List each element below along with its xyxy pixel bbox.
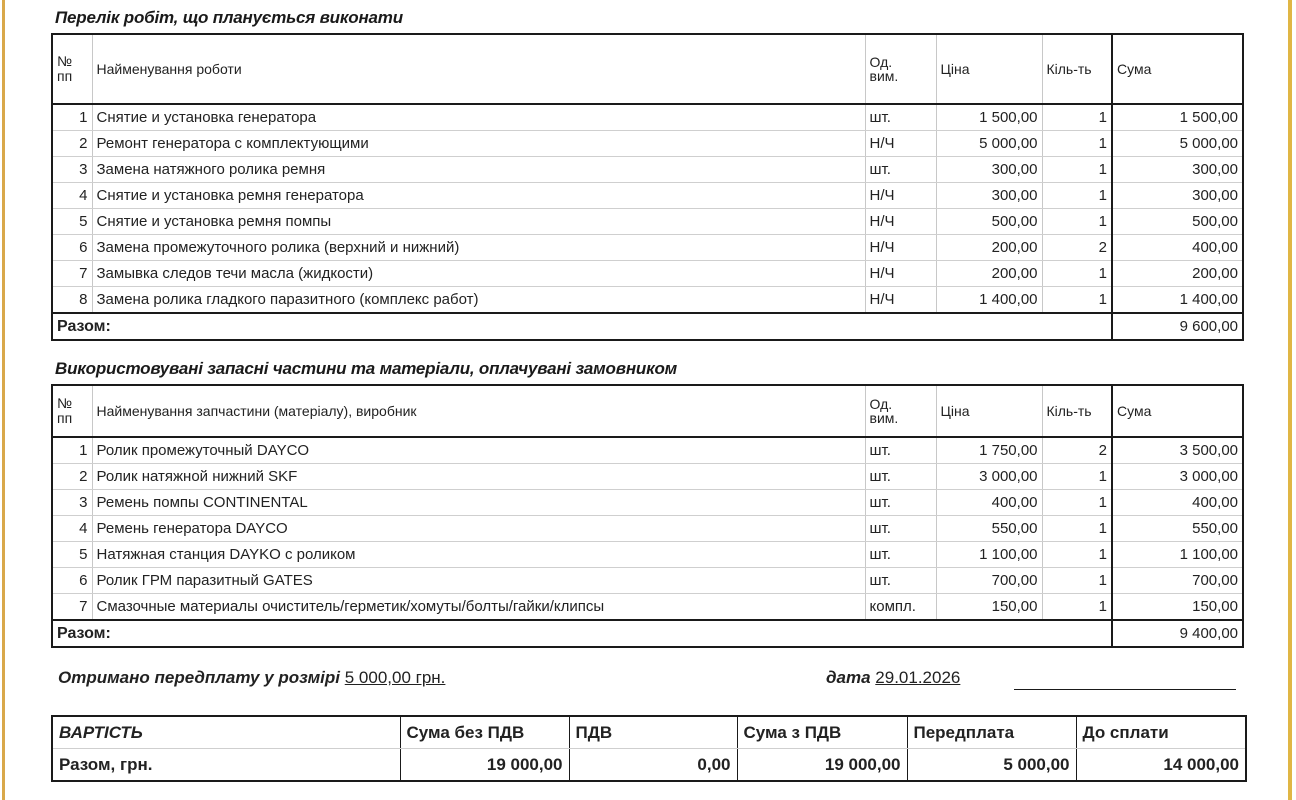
- row-qty: 1: [1042, 131, 1112, 157]
- col-header-sum: Сума: [1112, 34, 1243, 104]
- col-header-name: Найменування запчастини (матеріалу), виробник: [92, 385, 865, 437]
- row-sum: 150,00: [1112, 594, 1243, 621]
- row-price: 700,00: [936, 568, 1042, 594]
- summary-header-vat: ПДВ: [569, 716, 737, 749]
- row-unit: Н/Ч: [865, 183, 936, 209]
- prepayment-line: [58, 668, 445, 688]
- row-no: 2: [52, 464, 92, 490]
- signature-line: [1014, 689, 1236, 690]
- row-sum: 550,00: [1112, 516, 1243, 542]
- col-header-no: № пп: [52, 34, 92, 104]
- summary-sum-no-vat: 19 000,00: [400, 749, 569, 782]
- row-unit: шт.: [865, 464, 936, 490]
- summary-header-sum-with-vat: Сума з ПДВ: [737, 716, 907, 749]
- parts-total-row: [52, 620, 1243, 647]
- col-header-no: № пп: [52, 385, 92, 437]
- row-sum: 3 000,00: [1112, 464, 1243, 490]
- works-total-row: [52, 313, 1243, 340]
- row-qty: 2: [1042, 437, 1112, 464]
- row-price: 550,00: [936, 516, 1042, 542]
- row-name: Ремонт генератора с комплектующими: [92, 131, 865, 157]
- page-frame-left: [2, 0, 5, 800]
- row-name: Ролик натяжной нижний SKF: [92, 464, 865, 490]
- row-sum: 300,00: [1112, 157, 1243, 183]
- row-sum: 300,00: [1112, 183, 1243, 209]
- row-unit: шт.: [865, 542, 936, 568]
- row-qty: 1: [1042, 287, 1112, 314]
- row-no: 4: [52, 516, 92, 542]
- row-no: 3: [52, 490, 92, 516]
- row-qty: 1: [1042, 542, 1112, 568]
- row-qty: 1: [1042, 104, 1112, 131]
- row-qty: 1: [1042, 594, 1112, 621]
- row-sum: 400,00: [1112, 490, 1243, 516]
- row-no: 1: [52, 104, 92, 131]
- summary-values-row: [52, 749, 1246, 782]
- row-unit: шт.: [865, 104, 936, 131]
- table-row: [52, 464, 1243, 490]
- row-no: 5: [52, 209, 92, 235]
- row-name: Снятие и установка генератора: [92, 104, 865, 131]
- col-header-price: Ціна: [936, 34, 1042, 104]
- date-value: 29.01.2026: [875, 668, 961, 687]
- row-price: 1 750,00: [936, 437, 1042, 464]
- row-no: 2: [52, 131, 92, 157]
- row-unit: Н/Ч: [865, 235, 936, 261]
- row-qty: 1: [1042, 568, 1112, 594]
- row-price: 1 400,00: [936, 287, 1042, 314]
- row-sum: 1 100,00: [1112, 542, 1243, 568]
- row-qty: 1: [1042, 516, 1112, 542]
- col-header-qty: Кіль-ть: [1042, 34, 1112, 104]
- row-qty: 1: [1042, 183, 1112, 209]
- row-price: 500,00: [936, 209, 1042, 235]
- col-header-unit: Од. вим.: [865, 34, 936, 104]
- summary-sum-with-vat: 19 000,00: [737, 749, 907, 782]
- table-row: [52, 516, 1243, 542]
- row-sum: 1 500,00: [1112, 104, 1243, 131]
- row-unit: шт.: [865, 516, 936, 542]
- page-frame-right: [1288, 0, 1292, 800]
- row-sum: 1 400,00: [1112, 287, 1243, 314]
- table-row: [52, 209, 1243, 235]
- summary-row-label: Разом, грн.: [59, 754, 153, 774]
- row-qty: 1: [1042, 464, 1112, 490]
- col-header-unit: Од. вим.: [865, 385, 936, 437]
- summary-header-row: [52, 716, 1246, 749]
- row-no: 4: [52, 183, 92, 209]
- row-qty: 1: [1042, 261, 1112, 287]
- row-unit: Н/Ч: [865, 131, 936, 157]
- row-sum: 500,00: [1112, 209, 1243, 235]
- row-name: Ролик промежуточный DAYCO: [92, 437, 865, 464]
- row-name: Снятие и установка ремня генератора: [92, 183, 865, 209]
- row-no: 7: [52, 594, 92, 621]
- works-total-label: Разом:: [52, 313, 1112, 340]
- col-header-price: Ціна: [936, 385, 1042, 437]
- row-unit: шт.: [865, 157, 936, 183]
- summary-prepayment: 5 000,00: [907, 749, 1076, 782]
- table-row: [52, 437, 1243, 464]
- row-price: 150,00: [936, 594, 1042, 621]
- row-no: 8: [52, 287, 92, 314]
- row-price: 200,00: [936, 235, 1042, 261]
- row-price: 200,00: [936, 261, 1042, 287]
- row-qty: 1: [1042, 490, 1112, 516]
- row-unit: Н/Ч: [865, 287, 936, 314]
- col-header-qty: Кіль-ть: [1042, 385, 1112, 437]
- date-line: [826, 668, 960, 688]
- parts-table: [51, 384, 1244, 648]
- works-section-title: Перелік робіт, що планується виконати: [55, 8, 403, 27]
- row-name: Замена ролика гладкого паразитного (комплекс работ): [92, 287, 865, 314]
- row-unit: шт.: [865, 490, 936, 516]
- summary-table: [51, 715, 1247, 782]
- row-name: Ремень генератора DAYCO: [92, 516, 865, 542]
- table-row: [52, 542, 1243, 568]
- table-row: [52, 131, 1243, 157]
- row-no: 7: [52, 261, 92, 287]
- row-name: Смазочные материалы очиститель/герметик/хомуты/болты/гайки/клипсы: [92, 594, 865, 621]
- summary-header-prepayment: Передплата: [907, 716, 1076, 749]
- prepayment-label: Отримано передплату у розмірі: [58, 668, 340, 687]
- row-no: 5: [52, 542, 92, 568]
- parts-table-header: [52, 385, 1243, 437]
- row-sum: 3 500,00: [1112, 437, 1243, 464]
- date-label: дата: [826, 668, 871, 687]
- table-row: [52, 157, 1243, 183]
- row-price: 3 000,00: [936, 464, 1042, 490]
- row-sum: 700,00: [1112, 568, 1243, 594]
- summary-vat: 0,00: [569, 749, 737, 782]
- row-sum: 400,00: [1112, 235, 1243, 261]
- row-no: 6: [52, 235, 92, 261]
- summary-to-pay: 14 000,00: [1076, 749, 1246, 782]
- row-price: 400,00: [936, 490, 1042, 516]
- row-name: Ремень помпы CONTINENTAL: [92, 490, 865, 516]
- row-unit: шт.: [865, 437, 936, 464]
- row-qty: 2: [1042, 235, 1112, 261]
- row-price: 1 500,00: [936, 104, 1042, 131]
- works-total-value: 9 600,00: [1112, 313, 1243, 340]
- table-row: [52, 261, 1243, 287]
- prepayment-value: 5 000,00 грн.: [344, 668, 446, 687]
- parts-total-label: Разом:: [52, 620, 1112, 647]
- table-row: [52, 104, 1243, 131]
- parts-section-title: Використовувані запасні частини та матеріали, оплачувані замовником: [55, 359, 678, 378]
- row-name: Ролик ГРМ паразитный GATES: [92, 568, 865, 594]
- row-price: 1 100,00: [936, 542, 1042, 568]
- works-table: [51, 33, 1244, 341]
- row-no: 6: [52, 568, 92, 594]
- row-no: 3: [52, 157, 92, 183]
- col-header-name: Найменування роботи: [92, 34, 865, 104]
- row-name: Замывка следов течи масла (жидкости): [92, 261, 865, 287]
- row-price: 300,00: [936, 183, 1042, 209]
- summary-header-cost: ВАРТІСТЬ: [52, 716, 400, 749]
- row-qty: 1: [1042, 157, 1112, 183]
- table-row: [52, 568, 1243, 594]
- row-unit: Н/Ч: [865, 261, 936, 287]
- row-unit: Н/Ч: [865, 209, 936, 235]
- row-name: Снятие и установка ремня помпы: [92, 209, 865, 235]
- row-no: 1: [52, 437, 92, 464]
- parts-total-value: 9 400,00: [1112, 620, 1243, 647]
- table-row: [52, 287, 1243, 314]
- table-row: [52, 490, 1243, 516]
- row-name: Замена натяжного ролика ремня: [92, 157, 865, 183]
- row-price: 5 000,00: [936, 131, 1042, 157]
- summary-header-sum-no-vat: Сума без ПДВ: [400, 716, 569, 749]
- row-unit: компл.: [865, 594, 936, 621]
- row-name: Замена промежуточного ролика (верхний и нижний): [92, 235, 865, 261]
- row-price: 300,00: [936, 157, 1042, 183]
- table-row: [52, 235, 1243, 261]
- works-table-header: [52, 34, 1243, 104]
- table-row: [52, 594, 1243, 621]
- col-header-sum: Сума: [1112, 385, 1243, 437]
- summary-header-to-pay: До сплати: [1076, 716, 1246, 749]
- row-name: Натяжная станция DAYKO с роликом: [92, 542, 865, 568]
- row-sum: 200,00: [1112, 261, 1243, 287]
- row-sum: 5 000,00: [1112, 131, 1243, 157]
- row-unit: шт.: [865, 568, 936, 594]
- row-qty: 1: [1042, 209, 1112, 235]
- table-row: [52, 183, 1243, 209]
